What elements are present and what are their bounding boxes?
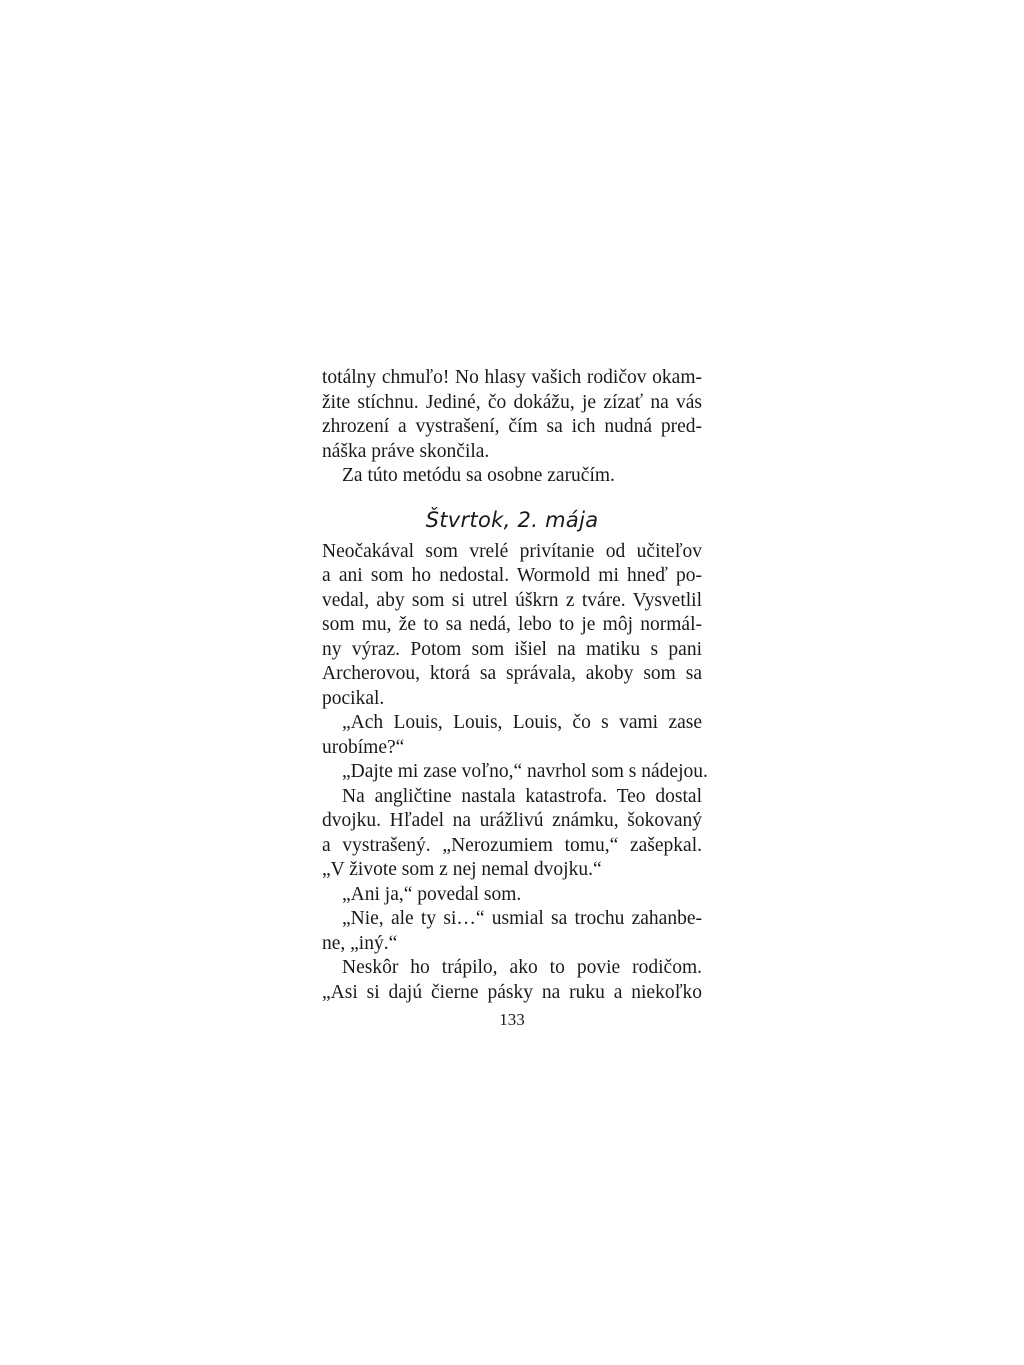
paragraph — [322, 785, 702, 883]
paragraph — [322, 956, 702, 1005]
book-page-text — [322, 366, 708, 1005]
text-line: „Nie, ale ty si…“ usmial sa trochu zahanbe- — [342, 908, 702, 929]
text-line: žite stíchnu. Jediné, čo dokážu, je zízať na vás — [322, 391, 702, 413]
text-line: vedal, aby som si utrel úškrn z tváre. Vysvetlil — [322, 589, 702, 611]
text-line: zhrození a vystrašení, čím sa ich nudná pred- — [322, 416, 702, 437]
text-line: Archerovou, ktorá sa správala, akoby som sa — [322, 663, 702, 684]
text-line: „V živote som z nej nemal dvojku.“ — [322, 859, 602, 880]
text-line: dvojku. Hľadel na urážlivú známku, šokovaný — [322, 810, 702, 831]
text-line: Na angličtine nastala katastrofa. Teo dostal — [342, 785, 702, 807]
paragraph — [322, 464, 702, 489]
paragraph — [322, 711, 702, 760]
paragraph — [322, 540, 702, 712]
text-line: „Dajte mi zase voľno,“ navrhol som s nádejou. — [342, 761, 708, 782]
text-line: „Ani ja,“ povedal som. — [342, 883, 522, 905]
text-line: som mu, že to sa nedá, lebo to je môj normál- — [322, 614, 702, 635]
text-line: náška práve skončila. — [322, 440, 490, 462]
text-line: ny výraz. Potom som išiel na matiku s pani — [322, 638, 702, 660]
text-line: ne, „iný.“ — [322, 932, 398, 954]
text-line: Neočakával som vrelé privítanie od učiteľov — [322, 540, 702, 562]
paragraph — [322, 366, 702, 464]
text-line: „Asi si dajú čierne pásky na ruku a niekoľko — [322, 981, 702, 1003]
text-line: „Ach Louis, Louis, Louis, čo s vami zase — [342, 712, 702, 733]
text-line: urobíme?“ — [322, 736, 405, 758]
page-number: 133 — [499, 1010, 525, 1029]
text-line: a ani som ho nedostal. Wormold mi hneď po- — [322, 565, 702, 586]
diary-date-heading: Štvrtok, 2. mája — [425, 507, 599, 532]
text-line: pocikal. — [322, 687, 385, 709]
paragraph — [322, 760, 708, 785]
text-line: Neskôr ho trápilo, ako to povie rodičom. — [342, 957, 702, 978]
text-line: totálny chmuľo! No hlasy vašich rodičov okam- — [322, 367, 702, 388]
paragraph — [322, 907, 702, 956]
text-line: a vystrašený. „Nerozumiem tomu,“ zašepkal. — [322, 834, 702, 856]
paragraph — [322, 883, 702, 908]
text-line: Za túto metódu sa osobne zaručím. — [342, 465, 615, 486]
